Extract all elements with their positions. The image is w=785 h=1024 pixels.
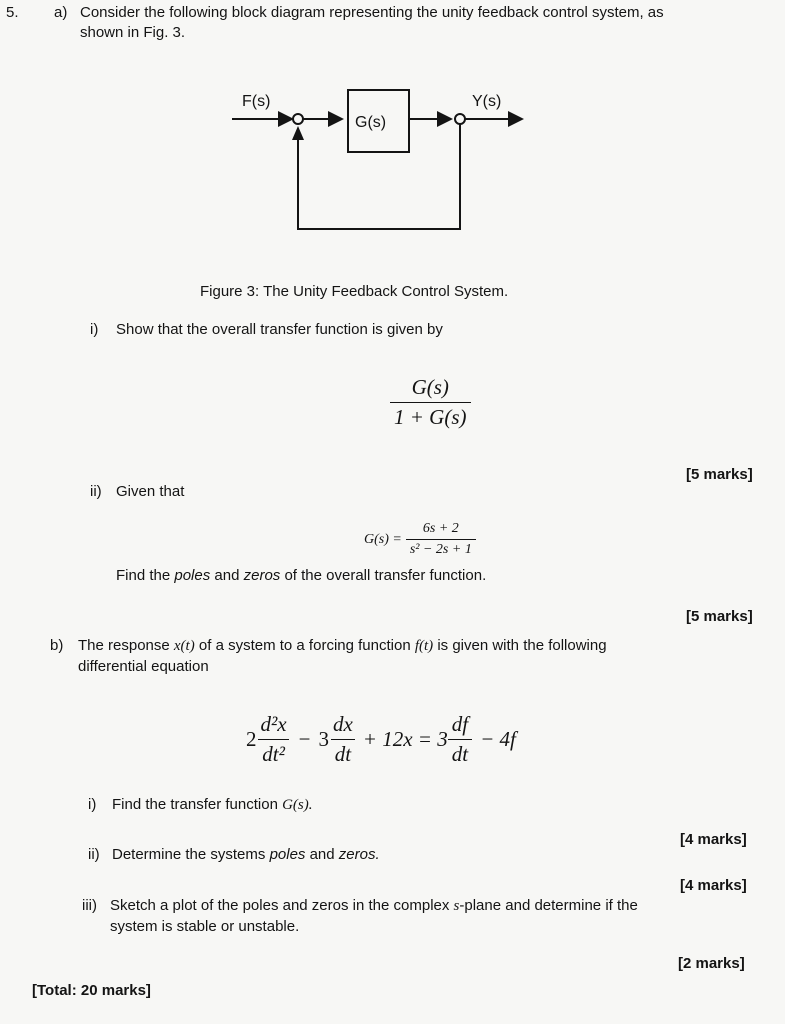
g-equation	[364, 521, 476, 558]
part-b-label: b)	[50, 637, 64, 654]
eq-c1: 2	[246, 727, 257, 751]
g-numerator: 6s + 2	[422, 521, 459, 536]
part-b-iii-marks: [2 marks]	[678, 955, 745, 972]
part-b-ii-text: Determine the systems	[112, 846, 270, 863]
input-label: F(s)	[242, 93, 271, 110]
eq-d2x-den: dt²	[258, 739, 289, 767]
part-b-i-g: G(s).	[282, 797, 313, 813]
tf-numerator: G(s)	[411, 375, 449, 399]
takeoff-point	[455, 114, 465, 124]
feedback-path	[298, 124, 460, 229]
part-b-ii-marks: [4 marks]	[680, 877, 747, 894]
part-a-i-marks: [5 marks]	[686, 466, 753, 483]
eq-d2x-num: d²x	[260, 712, 287, 736]
part-a-ii-marks: [5 marks]	[686, 608, 753, 625]
part-b-ii-text-line	[112, 846, 380, 863]
total-marks: [Total: 20 marks]	[32, 982, 151, 999]
part-b-i-text-line	[112, 796, 313, 814]
figure-caption: Figure 3: The Unity Feedback Control System.	[200, 283, 509, 300]
summing-junction	[293, 114, 303, 124]
eq-op1: −	[298, 727, 311, 751]
tf-denominator: 1 + G(s)	[390, 402, 471, 430]
part-b-ii-poles: poles	[269, 846, 306, 863]
question-number: 5.	[6, 4, 19, 21]
part-a-i-label: i)	[90, 321, 99, 338]
eq-term5: − 4f	[480, 727, 516, 751]
part-b-i-label: i)	[88, 796, 97, 813]
iii-line1-s: s	[453, 898, 460, 914]
part-b-intro-line2: differential equation	[78, 658, 209, 675]
part-b-i-marks: [4 marks]	[680, 831, 747, 848]
eq-term3: + 12x = 3	[362, 727, 448, 751]
part-a-intro-line2: shown in Fig. 3.	[80, 24, 186, 41]
block-diagram	[0, 0, 785, 280]
intro-prefix: The response	[78, 637, 174, 654]
part-b-intro-line1	[78, 637, 607, 655]
g-denominator: s² − 2s + 1	[406, 539, 476, 558]
intro-xt: x(t)	[173, 638, 195, 654]
eq-df-den: dt	[448, 739, 472, 767]
part-a-intro-line1: Consider the following block diagram representing the unity feedback control system, as	[80, 4, 664, 21]
output-label: Y(s)	[472, 93, 502, 110]
eq-df-num: df	[451, 712, 469, 736]
part-b-iii-line1	[110, 897, 638, 915]
eq-c2: 3	[318, 727, 329, 751]
part-b-ii-and: and	[305, 846, 339, 863]
part-a-ii-text: Given that	[116, 483, 185, 500]
block-label: G(s)	[355, 114, 387, 131]
eq-dx-num: dx	[332, 712, 353, 736]
overall-transfer-function	[390, 375, 471, 430]
iii-line1-prefix: Sketch a plot of the poles and zeros in the complex	[110, 897, 454, 914]
differential-equation	[246, 712, 516, 767]
find-and: and	[210, 567, 244, 584]
part-b-ii-zeros: zeros.	[338, 846, 380, 863]
find-zeros: zeros	[243, 567, 281, 584]
part-a-i-text: Show that the overall transfer function is given by	[116, 321, 443, 338]
feedback-arrowhead	[292, 126, 304, 140]
find-poles: poles	[174, 567, 211, 584]
part-a-ii-label: ii)	[90, 483, 102, 500]
part-b-i-text: Find the transfer function	[112, 796, 283, 813]
find-suffix: of the overall transfer function.	[280, 567, 487, 584]
intro-mid: of a system to a forcing function	[194, 637, 415, 654]
part-a-label: a)	[54, 4, 68, 21]
find-prefix: Find the	[116, 567, 175, 584]
intro-suffix: is given with the following	[433, 637, 607, 654]
eq-dx-den: dt	[331, 739, 355, 767]
part-b-ii-label: ii)	[88, 846, 100, 863]
part-b-iii-line2: system is stable or unstable.	[110, 918, 300, 935]
intro-ft: f(t)	[414, 638, 434, 654]
g-lhs: G(s) =	[364, 531, 402, 547]
part-a-ii-find	[116, 567, 486, 584]
part-b-iii-label: iii)	[82, 897, 97, 914]
iii-line1-suffix: -plane and determine if the	[459, 897, 638, 914]
